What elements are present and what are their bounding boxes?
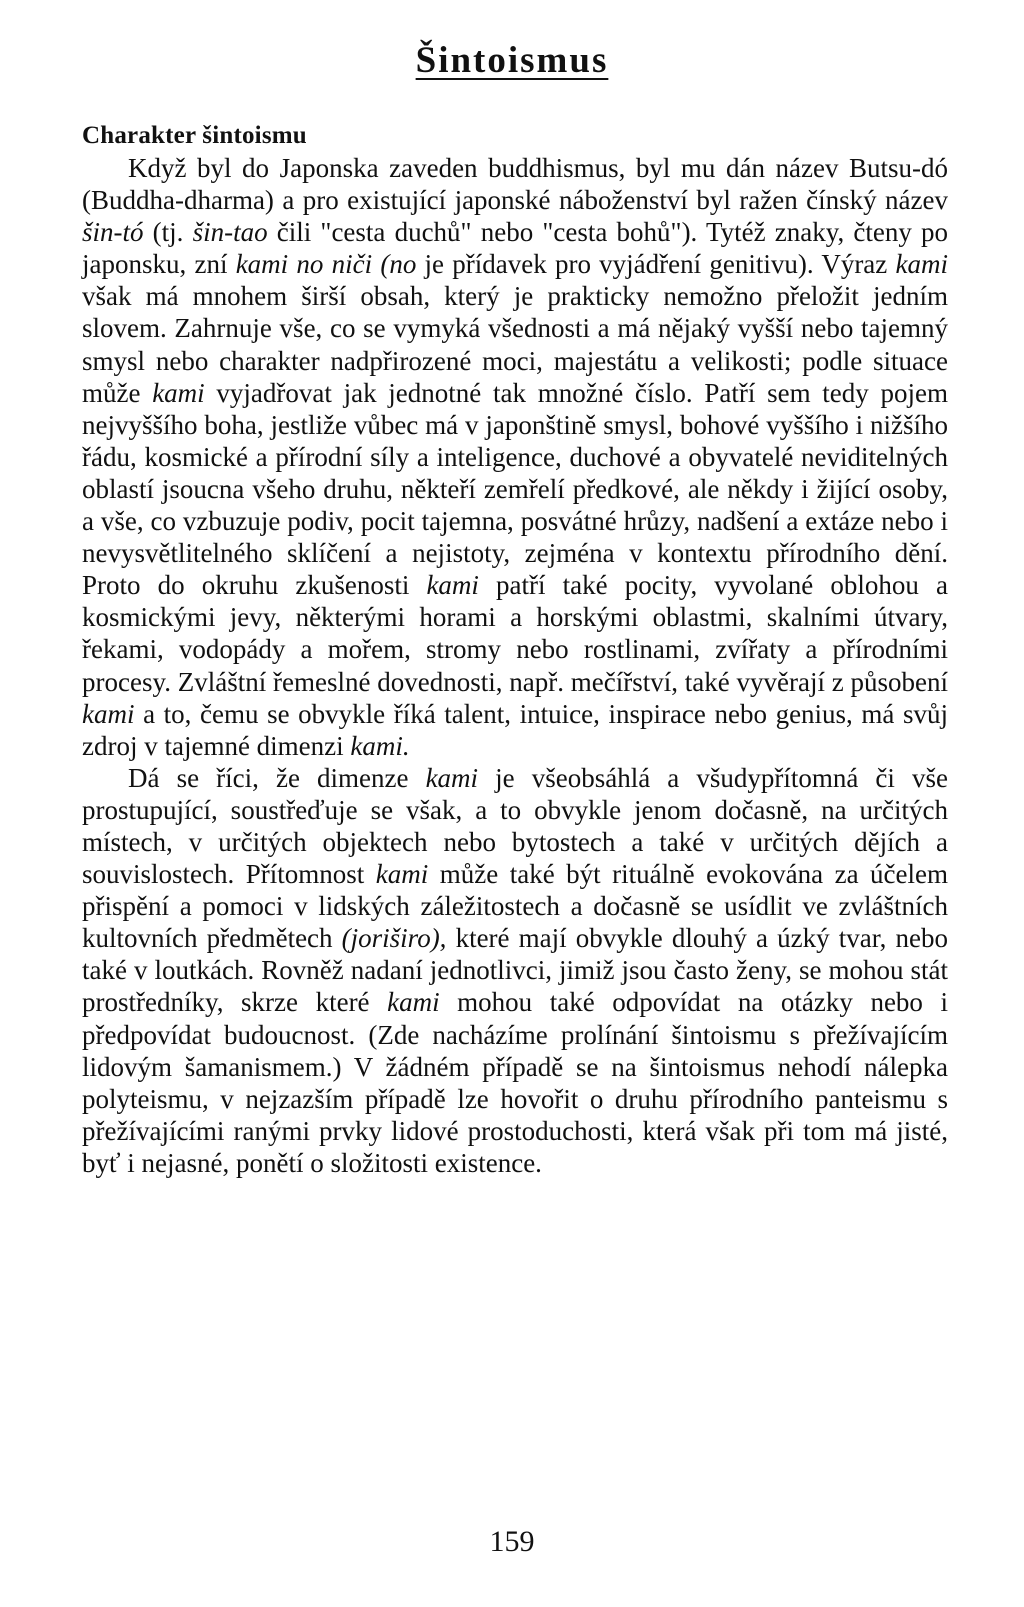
- italic-term: kami: [387, 987, 440, 1018]
- text-run: a to, čemu se obvykle říká talent, intuice, inspirace nebo genius, má svůj zdroj v tajemné dimenzi: [82, 698, 948, 761]
- paragraph-2: [82, 762, 948, 1179]
- text-run: které mají obvykle dlouhý a úzký tvar, nebo také v loutkách. Rovněž nadaní jednotlivci, jimiž jsou často ženy, se mohou stát prostředníky, skrze které: [82, 923, 948, 1018]
- italic-term: (joriširo),: [341, 923, 447, 954]
- text-run: však má mnohem širší obsah, který je prakticky nemožno přeložit jedním slovem. Zahrnuje vše, co se vymyká všednosti a má nějaký vyšší nebo tajemný smysl nebo charakter nadpřirozené moci, majestátu a velikosti; podle situace může: [82, 281, 948, 408]
- italic-term: kami: [82, 698, 135, 729]
- italic-term: šin-tó: [82, 217, 144, 248]
- section-heading: Charakter šintoismu: [82, 122, 307, 149]
- page-title-text: Šintoismus: [415, 40, 609, 81]
- text-run: je všeobsáhlá a všudypřítomná či vše prostupující, soustřeďuje se však, a to obvykle jenom dočasně, na určitých místech, v určitých objektech nebo bytostech a také v určitých dějích a souvislostech. Přítomnost: [82, 762, 948, 890]
- text-run: může také být rituálně evokována za účelem přispění a pomoci v lidských záležitostech a dočasně se usídlit ve zvláštních kultovních předmětech: [82, 859, 949, 954]
- italic-term: kami no niči (no: [235, 249, 417, 280]
- italic-term: šin-tao: [192, 217, 268, 248]
- page-number: 159: [489, 1525, 535, 1558]
- text-run: čili "cesta duchů" nebo "cesta bohů"). Tytéž znaky, čteny po japonsku, zní: [82, 217, 948, 280]
- italic-term: kami.: [350, 730, 410, 761]
- italic-term: kami: [895, 249, 948, 280]
- body-text: [82, 152, 948, 1179]
- italic-term: kami: [152, 377, 205, 408]
- italic-term: kami: [426, 570, 479, 601]
- text-run: Když byl do Japonska zaveden buddhismus, byl mu dán název Butsu-dó (Buddha-dharma) a pro existující japonské náboženství byl ražen čínský název: [82, 153, 948, 216]
- text-run: je přídavek pro vyjádření genitivu). Výraz: [416, 249, 896, 280]
- italic-term: kami: [425, 762, 479, 793]
- text-run: mohou také odpovídat na otázky nebo i předpovídat budoucnost. (Zde nacházíme prolínání šintoismu s přežívajícím lidovým šamanismem.) V žádném případě se na šintoismus nehodí nálepka polyteismu, v nejzazším případě lze hovořit o druhu přírodního panteismu s přežívajícími ranými prvky lidové prostoduchosti, která však při tom má jisté, byť i nejasné, ponětí o složitosti existence.: [82, 987, 948, 1178]
- text-run: vyjadřovat jak jednotné tak množné číslo. Patří sem tedy pojem nejvyššího boha, jestliže vůbec má v japonštině smysl, bohové vyššího i nižšího řádu, kosmické a přírodní síly a inteligence, duchové a obyvatelé neviditelných oblastí jsoucna všeho druhu, někteří zemřelí předkové, ale někdy i žijící osoby, a vše, co vzbuzuje podiv, pocit tajemna, posvátné hrůzy, nadšení a extáze nebo i nevysvětlitelného sklíčení a nejistoty, zejména v kontextu přírodního dění. Proto do okruhu zkušenosti: [82, 377, 948, 601]
- text-run: (tj.: [143, 217, 193, 248]
- page-title: [0, 38, 1024, 84]
- text-run: patří také pocity, vyvolané oblohou a kosmickými jevy, některými horami a horskými oblastmi, skalními útvary, řekami, vodopády a mořem, stromy nebo rostlinami, zvířaty a přírodními procesy. Zvláštní řemeslné dovednosti, např. mečířství, také vyvěrají z působení: [82, 570, 948, 697]
- text-run: Dá se říci, že dimenze: [128, 762, 426, 793]
- italic-term: kami: [375, 859, 429, 890]
- paragraph-1: [82, 152, 948, 762]
